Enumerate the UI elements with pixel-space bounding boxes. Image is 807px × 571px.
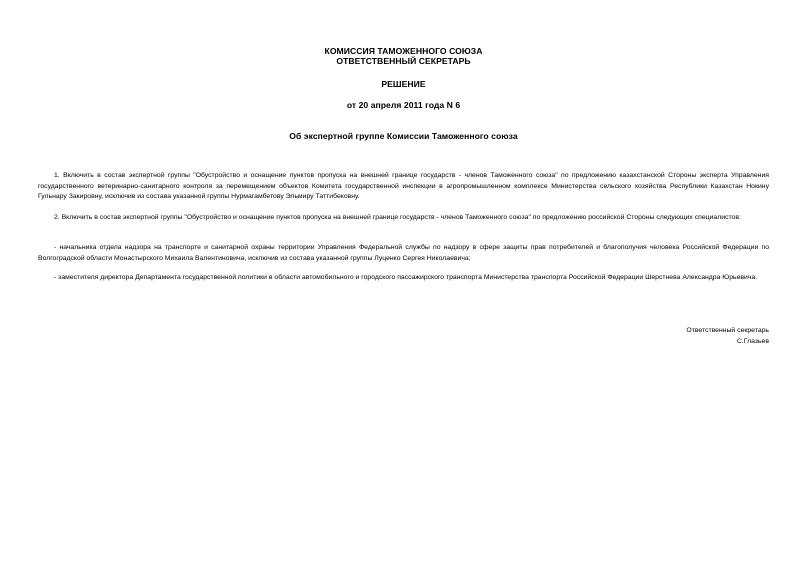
- position-title: ОТВЕТСТВЕННЫЙ СЕКРЕТАРЬ: [336, 56, 471, 66]
- signature-title: Ответственный секретарь: [686, 327, 769, 334]
- document-date-number: от 20 апреля 2011 года N 6: [346, 100, 461, 110]
- paragraph-3: - начальника отдела надзора на транспорте и санитарной охраны территории Управления Федеральной службы по надзору в сфере защиты прав потребителей и благополучия человека Российской Федерации по Волгоградской области Монастырского Михаила Валентиновича, исключив из состава указанной группы Луценко Сергея Николаевича;: [38, 244, 769, 262]
- organization-title: КОМИССИЯ ТАМОЖЕННОГО СОЮЗА: [324, 46, 483, 56]
- document-page: [38, 0, 769, 571]
- document-subject: Об экспертной группе Комиссии Таможенного союза: [289, 131, 518, 141]
- document-type: РЕШЕНИЕ: [381, 79, 426, 89]
- signature-name: С.Глазьев: [736, 338, 769, 345]
- paragraph-1: 1. Включить в состав экспертной группы "Обустройство и оснащение пунктов пропуска на внешней границе государств - членов Таможенного союза" по предложению казахстанской Стороны эксперта Управления государственного ветеринарно-санитарного контроля за перемещением объектов Комитета государственной инспекции в агропромышленном комплексе Министерства сельского хозяйства Республики Казахстан Нокину Гульнару Закировну, исключив из состава указанной группы Нурмагамбетову Эльмиру Таттибековну.: [38, 172, 769, 200]
- paragraph-4: - заместителя директора Департамента государственной политики в области автомобильного и городского пассажирского транспорта Министерства транспорта Российской Федерации Шерстнева Александра Юрьевича.: [54, 274, 758, 281]
- paragraph-2: 2. Включить в состав экспертной группы "Обустройство и оснащение пунктов пропуска на внешней границе государств - членов Таможенного союза" по предложению российской Стороны следующих специалистов:: [54, 214, 741, 221]
